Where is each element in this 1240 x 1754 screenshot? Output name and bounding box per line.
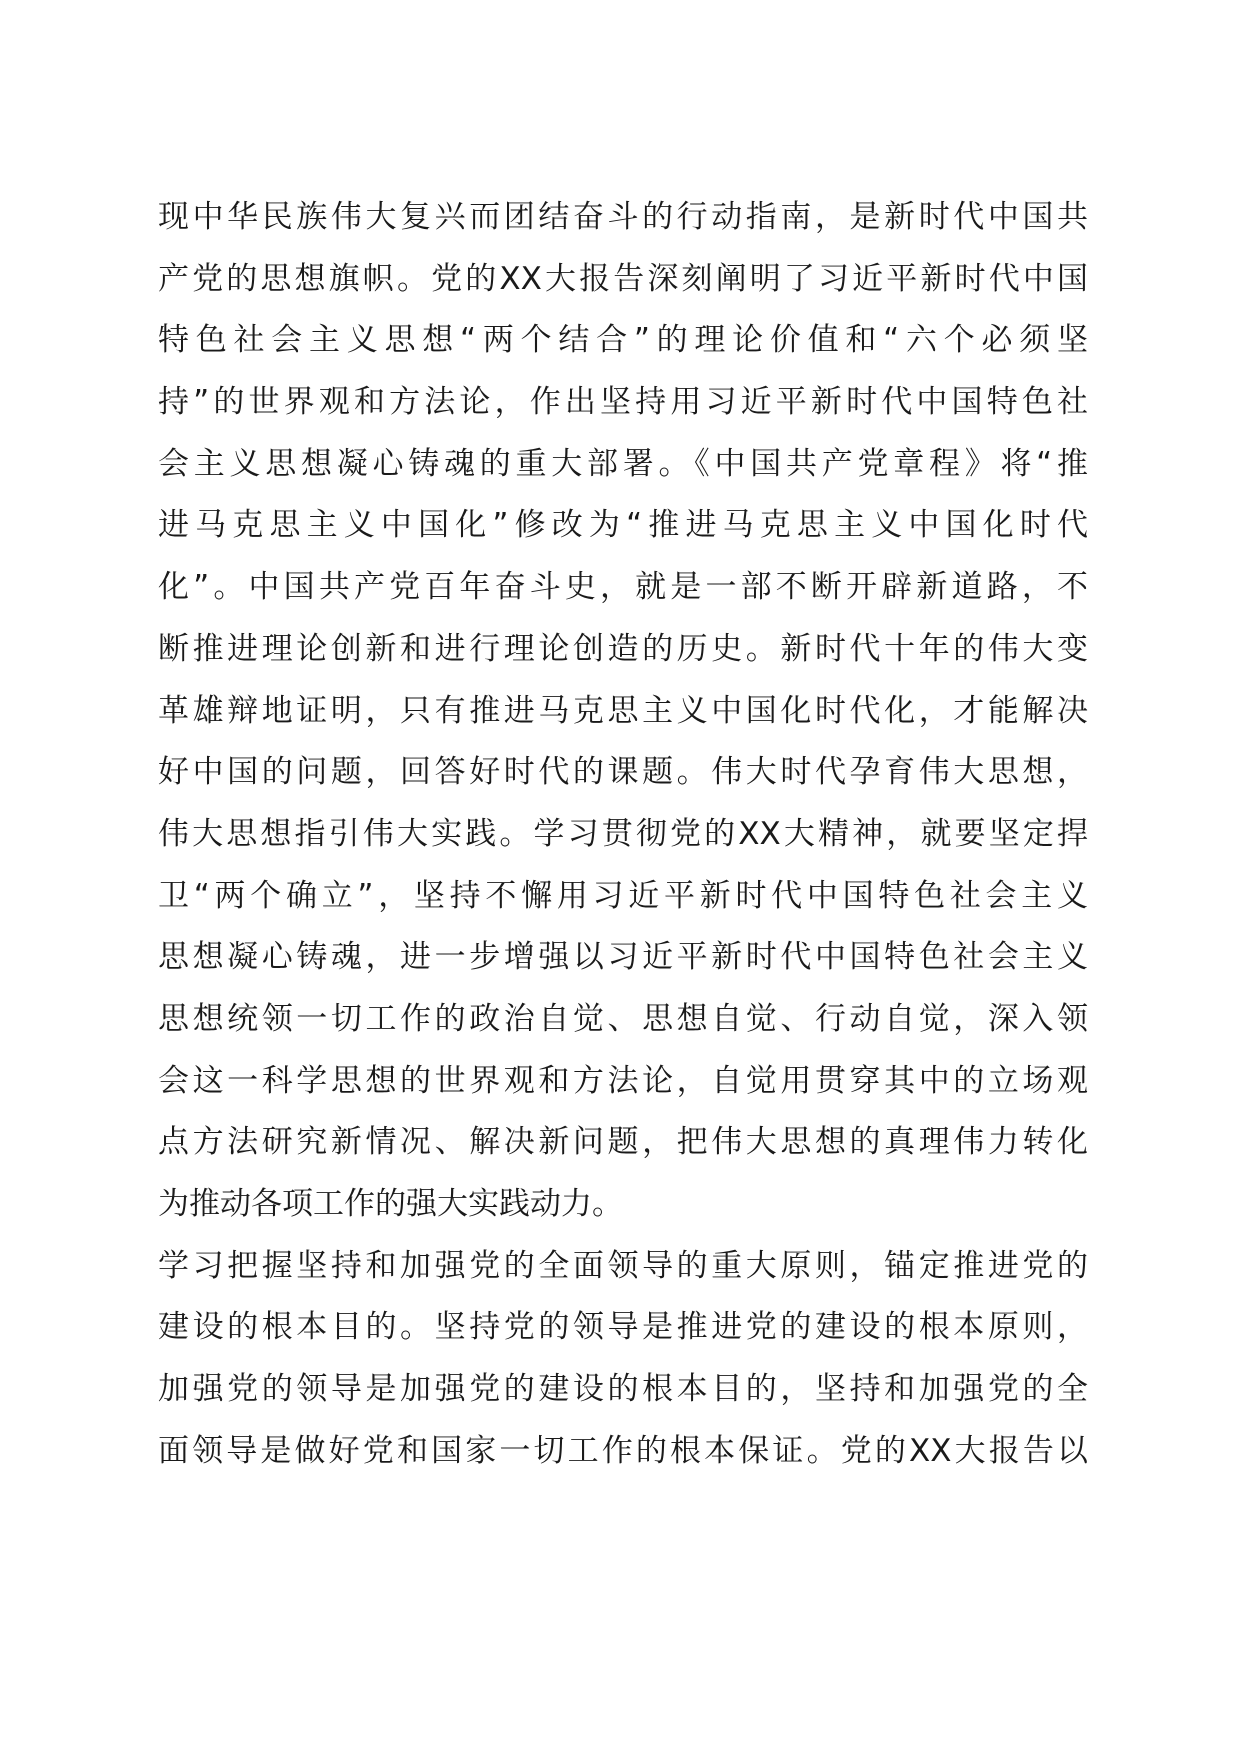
text-line: 会主义思想凝心铸魂的重大部署。《中国共产党章程》将“推 bbox=[158, 445, 1088, 482]
text-line: 加强党的领导是加强党的建设的根本目的，坚持和加强党的全 bbox=[158, 1371, 1088, 1408]
text-line: 卫“两个确立”，坚持不懈用习近平新时代中国特色社会主义 bbox=[158, 877, 1088, 914]
text-line: 断推进理论创新和进行理论创造的历史。新时代十年的伟大变 bbox=[158, 630, 1088, 667]
text-line: 现中华民族伟大复兴而团结奋斗的行动指南，是新时代中国共 bbox=[158, 199, 1088, 235]
text-line: 学习把握坚持和加强党的全面领导的重大原则，锚定推进党的 bbox=[158, 1247, 1088, 1284]
text-line: 伟大思想指引伟大实践。学习贯彻党的XX大精神，就要坚定捍 bbox=[158, 815, 1088, 852]
paragraph-end-line: 为推动各项工作的强大实践动力。 bbox=[158, 1186, 623, 1222]
text-line: 点方法研究新情况、解决新问题，把伟大思想的真理伟力转化 bbox=[158, 1124, 1088, 1161]
text-line: 持”的世界观和方法论，作出坚持用习近平新时代中国特色社 bbox=[158, 384, 1088, 421]
text-line: 会这一科学思想的世界观和方法论，自觉用贯穿其中的立场观 bbox=[158, 1062, 1088, 1099]
body-text bbox=[158, 187, 1088, 1482]
text-line: 进马克思主义中国化”修改为“推进马克思主义中国化时代 bbox=[158, 507, 1088, 544]
text-line: 建设的根本目的。坚持党的领导是推进党的建设的根本原则， bbox=[158, 1309, 1088, 1346]
text-line: 面领导是做好党和国家一切工作的根本保证。党的XX大报告以 bbox=[158, 1432, 1088, 1469]
text-line: 产党的思想旗帜。党的XX大报告深刻阐明了习近平新时代中国 bbox=[158, 260, 1088, 297]
text-line: 思想凝心铸魂，进一步增强以习近平新时代中国特色社会主义 bbox=[158, 939, 1088, 976]
text-line: 特色社会主义思想“两个结合”的理论价值和“六个必须坚 bbox=[158, 322, 1088, 359]
text-line: 思想统领一切工作的政治自觉、思想自觉、行动自觉，深入领 bbox=[158, 1000, 1088, 1037]
text-line: 好中国的问题，回答好时代的课题。伟大时代孕育伟大思想， bbox=[158, 754, 1088, 791]
text-line: 化”。中国共产党百年奋斗史，就是一部不断开辟新道路，不 bbox=[158, 569, 1088, 606]
text-line: 革雄辩地证明，只有推进马克思主义中国化时代化，才能解决 bbox=[158, 692, 1088, 729]
